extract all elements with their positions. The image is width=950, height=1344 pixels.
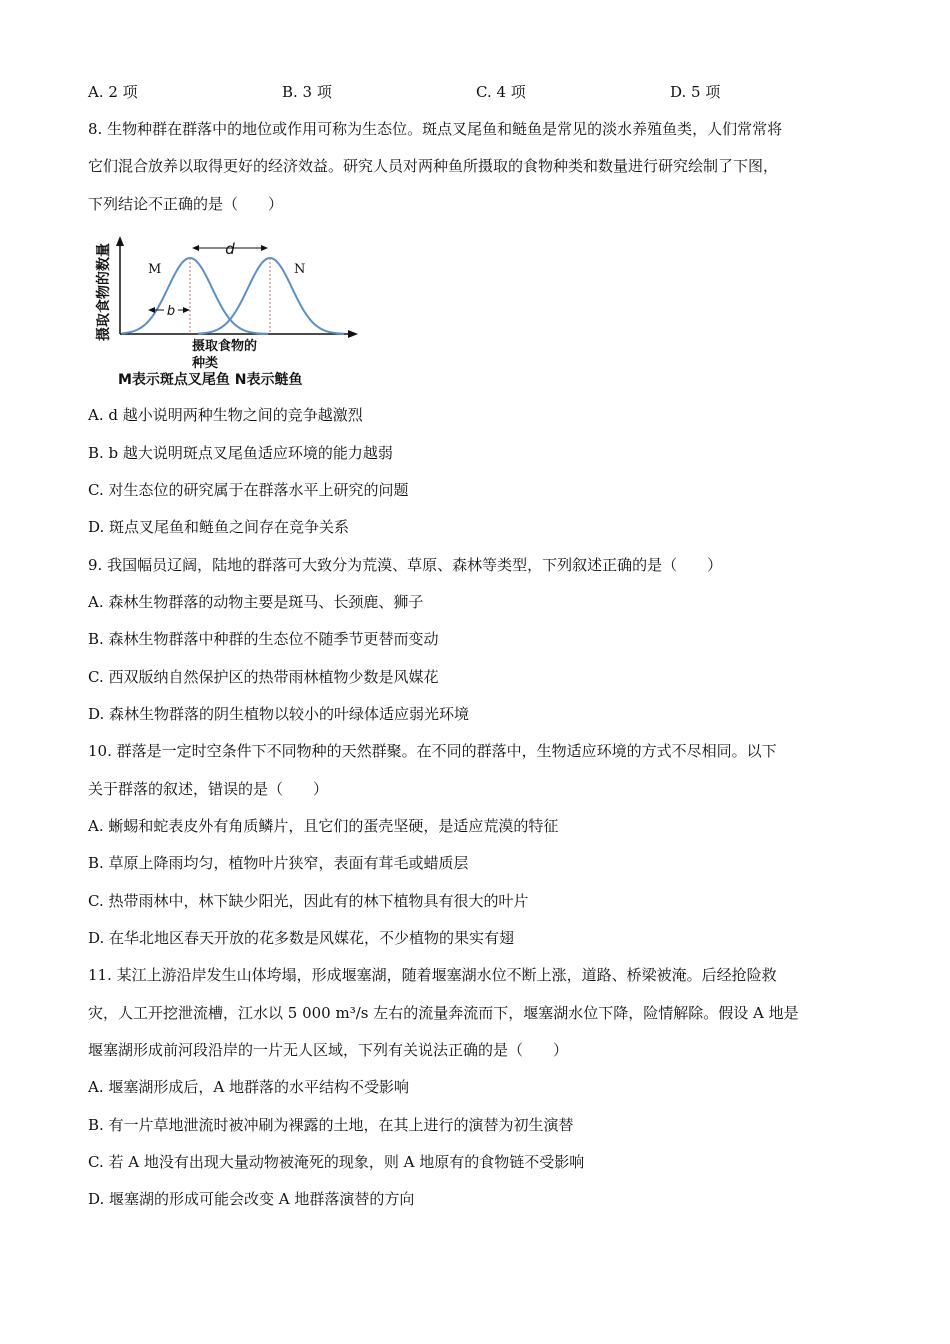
q10-option-c: C. 热带雨林中，林下缺少阳光，因此有的林下植物具有很大的叶片 — [88, 892, 529, 910]
q11-stem-line-1: 11. 某江上游沿岸发生山体垮塌，形成堰塞湖，随着堰塞湖水位不断上涨，道路、桥梁被淹。后经抢险救 — [88, 966, 777, 984]
curve-m — [122, 258, 268, 334]
niche-overlap-figure — [88, 228, 368, 398]
d-arrow-left-head — [192, 245, 199, 251]
q7-option-d: D. 5 项 — [670, 83, 721, 101]
q11-stem-line-2: 灾，人工开挖泄流槽，江水以 5 000 m³/s 左右的流量奔流而下，堰塞湖水位下降，险情解除。假设 A 地是 — [88, 1004, 799, 1022]
q9-stem-line-1: 9. 我国幅员辽阔，陆地的群落可大致分为荒漠、草原、森林等类型，下列叙述正确的是（ ） — [88, 556, 723, 574]
q10-stem-line-1: 10. 群落是一定时空条件下不同物种的天然群聚。在不同的群落中，生物适应环境的方式不尽相同。以下 — [88, 742, 777, 760]
curve-m-label: M — [148, 262, 162, 277]
d-label: d — [225, 240, 235, 258]
q8-option-d: D. 斑点叉尾鱼和鲢鱼之间存在竞争关系 — [88, 518, 350, 536]
b-label: b — [166, 304, 176, 319]
x-axis-arrow — [348, 330, 358, 338]
q9-option-c: C. 西双版纳自然保护区的热带雨林植物少数是风媒花 — [88, 668, 439, 686]
q8-option-b: B. b 越大说明斑点叉尾鱼适应环境的能力越弱 — [88, 444, 393, 462]
q9-option-a: A. 森林生物群落的动物主要是斑马、长颈鹿、狮子 — [88, 593, 424, 611]
d-arrow-right-head — [261, 245, 268, 251]
q8-option-c: C. 对生态位的研究属于在群落水平上研究的问题 — [88, 481, 409, 499]
figure-caption: M表示斑点叉尾鱼 N表示鲢鱼 — [118, 372, 303, 388]
q11-stem-line-3: 堰塞湖形成前河段沿岸的一片无人区域，下列有关说法正确的是（ ） — [88, 1041, 569, 1059]
q8-stem-line-2: 它们混合放养以取得更好的经济效益。研究人员对两种鱼所摄取的食物种类和数量进行研究绘制了下图， — [88, 157, 779, 175]
q10-stem-line-2: 关于群落的叙述，错误的是（ ） — [88, 780, 329, 798]
q7-option-b: B. 3 项 — [282, 83, 332, 101]
q10-option-b: B. 草原上降雨均匀，植物叶片狭窄，表面有茸毛或蜡质层 — [88, 854, 469, 872]
q10-option-d: D. 在华北地区春天开放的花多数是风媒花，不少植物的果实有翅 — [88, 929, 515, 947]
q11-option-b: B. 有一片草地泄流时被冲刷为裸露的土地，在其上进行的演替为初生演替 — [88, 1116, 574, 1134]
q11-option-a: A. 堰塞湖形成后，A 地群落的水平结构不受影响 — [88, 1078, 409, 1096]
q11-option-c: C. 若 A 地没有出现大量动物被淹死的现象，则 A 地原有的食物链不受影响 — [88, 1153, 585, 1171]
b-arrow-right-head — [183, 307, 190, 313]
q9-option-b: B. 森林生物群落中种群的生态位不随季节更替而变动 — [88, 630, 439, 648]
b-arrow-left-head — [148, 307, 155, 313]
q8-stem-line-3: 下列结论不正确的是（ ） — [88, 195, 284, 213]
q7-option-a: A. 2 项 — [88, 83, 138, 101]
x-label-line-2: 种类 — [192, 356, 219, 371]
q10-option-a: A. 蜥蜴和蛇表皮外有角质鳞片，且它们的蛋壳坚硬，是适应荒漠的特征 — [88, 817, 559, 835]
curve-n — [198, 258, 344, 334]
q8-option-a: A. d 越小说明两种生物之间的竞争越激烈 — [88, 406, 363, 424]
x-label-line-1: 摄取食物的 — [192, 339, 258, 354]
q11-option-d: D. 堰塞湖的形成可能会改变 A 地群落演替的方向 — [88, 1190, 415, 1208]
y-axis-arrow — [116, 236, 124, 246]
q7-option-c: C. 4 项 — [476, 83, 526, 101]
q8-stem-line-1: 8. 生物种群在群落中的地位或作用可称为生态位。斑点叉尾鱼和鲢鱼是常见的淡水养殖鱼类，人们常常将 — [88, 120, 783, 138]
figure-y-label: 摄取食物的数量 — [96, 243, 112, 341]
q9-option-d: D. 森林生物群落的阴生植物以较小的叶绿体适应弱光环境 — [88, 705, 470, 723]
curve-n-label: N — [294, 262, 306, 277]
